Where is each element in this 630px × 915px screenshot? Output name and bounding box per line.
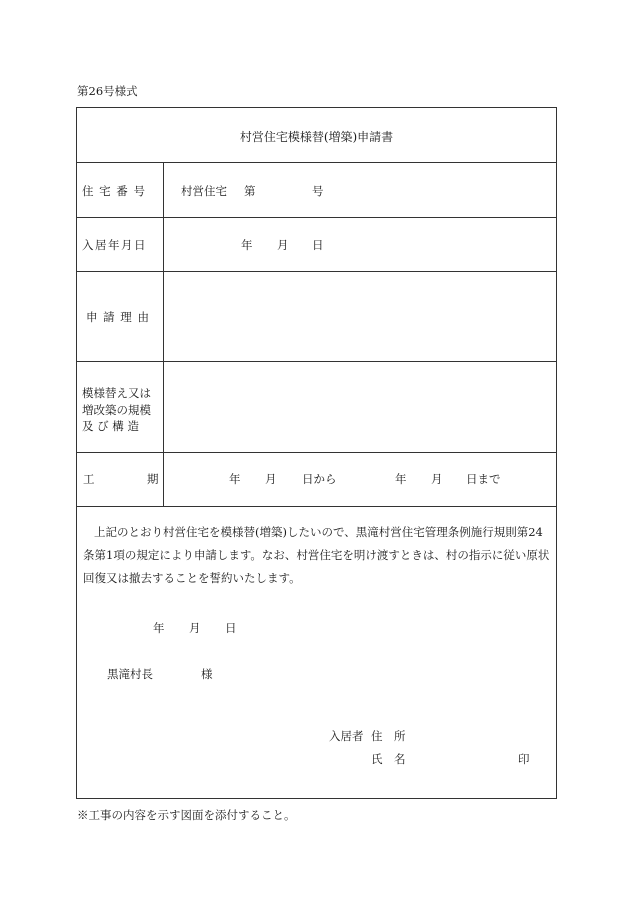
statement-paragraph: 上記のとおり村営住宅を模様替(増築)したいので、黒滝村営住宅管理条例施行規則第24条第1項の規定により申請します。なお、村営住宅を明け渡すときは、村の指示に従い原状回復又は撤去することを誓約いたします。 (83, 525, 550, 585)
scale-label-line1: 模様替え又は (82, 386, 151, 400)
row-divider (77, 506, 556, 507)
move-in-day: 日 (312, 238, 324, 252)
addressee-honorific: 様 (201, 667, 213, 681)
move-in-date-label: 入居年月日 (82, 238, 147, 252)
application-day: 日 (225, 621, 237, 635)
scale-label-line3: 及 び 構 造 (82, 419, 139, 433)
row-divider (77, 361, 556, 362)
applicant-address-label: 住 所 (371, 729, 406, 743)
period-day-until: 日まで (466, 472, 501, 486)
footnote: ※工事の内容を示す図面を添付すること。 (77, 808, 296, 822)
period-month-until: 月 (431, 472, 443, 486)
house-number-go: 号 (312, 184, 324, 198)
move-in-year: 年 (241, 238, 253, 252)
applicant-name-label: 氏 名 (371, 752, 406, 766)
row-divider (77, 162, 556, 163)
period-month-from: 月 (265, 472, 277, 486)
row-divider (77, 271, 556, 272)
move-in-month: 月 (277, 238, 289, 252)
form-title: 村営住宅模様替(増築)申請書 (239, 130, 394, 144)
period-year-until: 年 (395, 472, 407, 486)
row-divider (77, 452, 556, 453)
period-label-right: 期 (147, 472, 159, 486)
addressee-name: 黒滝村長 (107, 667, 153, 681)
row-divider (77, 217, 556, 218)
reason-label: 申 請 理 由 (86, 310, 150, 324)
column-divider (163, 162, 164, 506)
seal-mark: 印 (518, 752, 530, 766)
house-number-dai: 第 (244, 184, 256, 198)
period-day-from: 日から (302, 472, 337, 486)
scale-label-line2: 増改築の規模 (82, 403, 151, 417)
house-number-label: 住 宅 番 号 (82, 184, 146, 198)
period-label-left: 工 (83, 472, 95, 486)
period-year-from: 年 (229, 472, 241, 486)
house-number-prefix: 村営住宅 (181, 184, 227, 198)
applicant-role: 入居者 (329, 729, 364, 743)
application-month: 月 (189, 621, 201, 635)
form-number: 第26号様式 (77, 84, 138, 98)
application-form (76, 107, 557, 799)
application-year: 年 (153, 621, 165, 635)
